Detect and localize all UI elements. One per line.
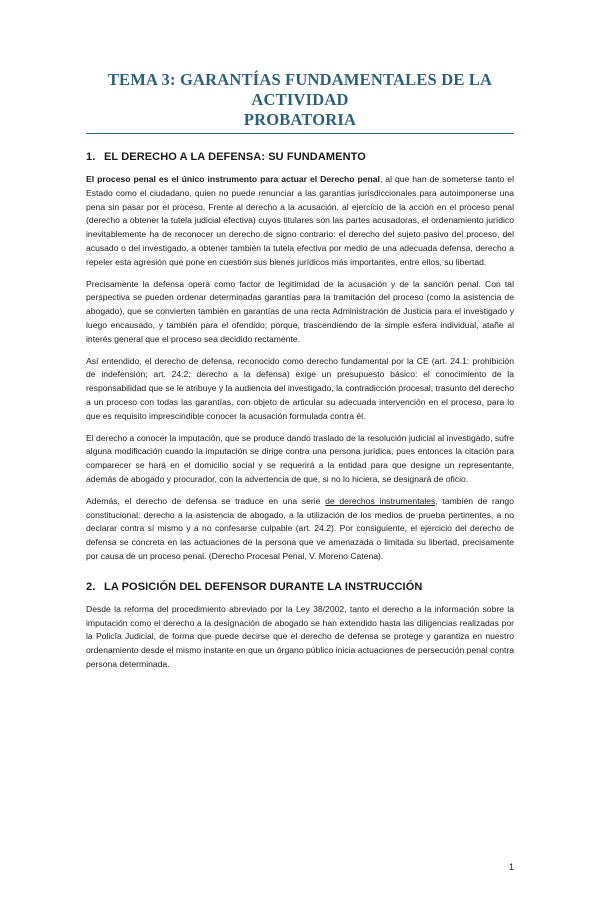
title-underline [86, 133, 514, 134]
paragraph-text: , al que han de someterse tanto el Estado como el ciudadano, quien no puede renunciar a las garantías jurisdiccionales para autoimponerse una pena sin pasar por el proceso. Frente al derecho a la acusación, al ejercicio de la acción en el proceso penal (derecho a obtener la tutela judicial efectiva) cuyos titulares son las partes acusadoras, el ordenamiento jurídico inevitablemente ha de reconocer un derecho de signo contrario: el derecho del sujeto pasivo del proceso, del acusado o del investigado, a obtener también la tutela efectiva por medio de una adecuada defensa, derecho a repeler esta agresión que pone en cuestión sus bienes jurídicos más importantes, entre ellos, su libertad. [86, 174, 514, 267]
section-1-paragraph-1 [86, 173, 514, 270]
section-2-number: 2. [86, 580, 96, 593]
section-1-paragraph-4: El derecho a conocer la imputación, que se produce dando traslado de la resolución judicial al investigado, sufre alguna modificación cuando la imputación se dirige contra una persona jurídica, pues entonces la citación para comparecer se hará en el domicilio social y se requerirá a la entidad para que designe un representante, además de abogado y procurador, con la advertencia de que, si no lo hiciera, se designará de oficio. [86, 432, 514, 484]
paragraph-text: , también de rango constitucional: derecho a la asistencia de abogado, a la utilización de los medios de prueba pertinentes, a no declarar contra sí mismo y a no confesarse culpable (art. 24.2). Por consiguiente, el ejercicio del derecho de defensa se concreta en las actuaciones de la persona que ve amenazada o limitada su libertad, precisamente por causa de un proceso penal. (Derecho Procesal Penal, V. Moreno Catena). [86, 495, 514, 561]
section-1-heading [86, 150, 514, 164]
paragraph-text: Además, el derecho de defensa se traduce en una serie [86, 495, 326, 506]
section-1-paragraph-2: Precisamente la defensa opera como factor de legitimidad de la acusación y de la sanción penal. Con tal perspectiva se pueden ordenar determinadas garantías para la tramitación del proceso (como la asistencia de abogado), que se convierten también en garantías de una recta Administración de Justicia para el investigado y luego encausado, y también para el ofendido; porque, trascendiendo de la simple esfera individual, atañe al interés general que el proceso sea decidido rectamente. [86, 278, 514, 344]
document-title [86, 70, 514, 130]
section-2-heading [86, 580, 514, 594]
document-page [0, 70, 600, 918]
section-2-paragraph-1: Desde la reforma del procedimiento abreviado por la Ley 38/2002, tanto el derecho a la información sobre la imputación como el derecho a la designación de abogado se han extendido hasta las diligencias realizadas por la Policía Judicial, de forma que puede decirse que el derecho de defensa se protege y garantiza en nuestro ordenamiento desde el mismo instante en que un órgano público inicia actuaciones de persecución penal contra persona determinada. [86, 603, 514, 669]
section-2-heading-text: LA POSICIÓN DEL DEFENSOR DURANTE LA INSTRUCCIÓN [104, 580, 423, 593]
underlined-phrase: de derechos instrumentales [325, 495, 436, 506]
section-1-paragraph-5 [86, 495, 514, 564]
section-1-paragraph-3: Así entendido, el derecho de defensa, reconocido como derecho fundamental por la CE (art. 24.1: prohibición de indefensión; art. 24.2: derecho a la defensa) exige un presupuesto básico: el conocimiento de la responsabilidad que se le atribuye y la audiencia del investigado, la contradicción procesal, trasunto del derecho a un proceso con todas las garantías, con objeto de articular su adecuada intervención en el proceso, para lo que es requisito imprescindible conocer la acusación formulada contra él. [86, 355, 514, 421]
title-line-1: TEMA 3: GARANTÍAS FUNDAMENTALES DE LA ACTIVIDAD [107, 70, 493, 109]
page-number: 1 [508, 862, 514, 872]
section-1-number: 1. [86, 151, 96, 163]
section-1-heading-text: EL DERECHO A LA DEFENSA: SU FUNDAMENTO [104, 151, 366, 163]
paragraph-bold-lead: El proceso penal es el único instrumento para actuar el Derecho penal [86, 174, 380, 184]
title-line-2: PROBATORIA [243, 110, 357, 129]
